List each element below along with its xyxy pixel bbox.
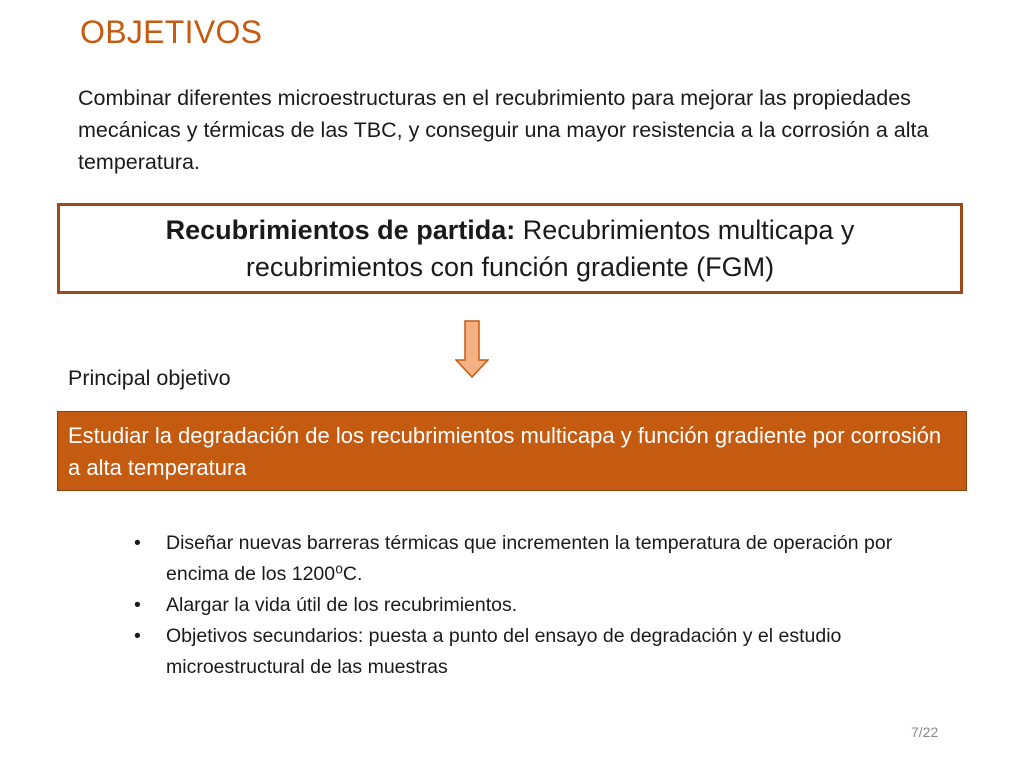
bullet-icon: • [134, 625, 141, 647]
starting-box-line-1 [166, 212, 855, 249]
starting-box-label: Recubrimientos de partida: [165, 214, 516, 245]
down-arrow-icon [455, 320, 489, 378]
principal-objective-label: Principal objetivo [68, 366, 231, 390]
list-item-text: Diseñar nuevas barreras térmicas que incrementen la temperatura de operación por encima de los 1200⁰C. [166, 532, 893, 585]
bullet-icon: • [134, 532, 141, 554]
starting-box-line-1-rest: Recubrimientos multicapa y [515, 214, 855, 245]
list-item [134, 528, 924, 590]
starting-coatings-box [57, 203, 963, 294]
intro-paragraph: Combinar diferentes microestructuras en el recubrimiento para mejorar las propiedades mecánicas y térmicas de las TBC, y conseguir una mayor resistencia a la corrosión a alta temperatura. [78, 86, 929, 174]
principal-objective-box: Estudiar la degradación de los recubrimientos multicapa y función gradiente por corrosión a alta temperatura [57, 411, 967, 491]
page-number: 7/22 [911, 724, 939, 740]
list-item [134, 590, 924, 621]
starting-box-line-2: recubrimientos con función gradiente (FGM) [245, 251, 775, 282]
bullet-icon: • [134, 594, 141, 616]
list-item [134, 621, 924, 683]
secondary-objectives-list [134, 528, 924, 683]
list-item-text: Objetivos secundarios: puesta a punto del ensayo de degradación y el estudio microestructural de las muestras [166, 625, 842, 678]
slide-title: OBJETIVOS [80, 14, 263, 50]
list-item-text: Alargar la vida útil de los recubrimientos. [166, 594, 518, 616]
